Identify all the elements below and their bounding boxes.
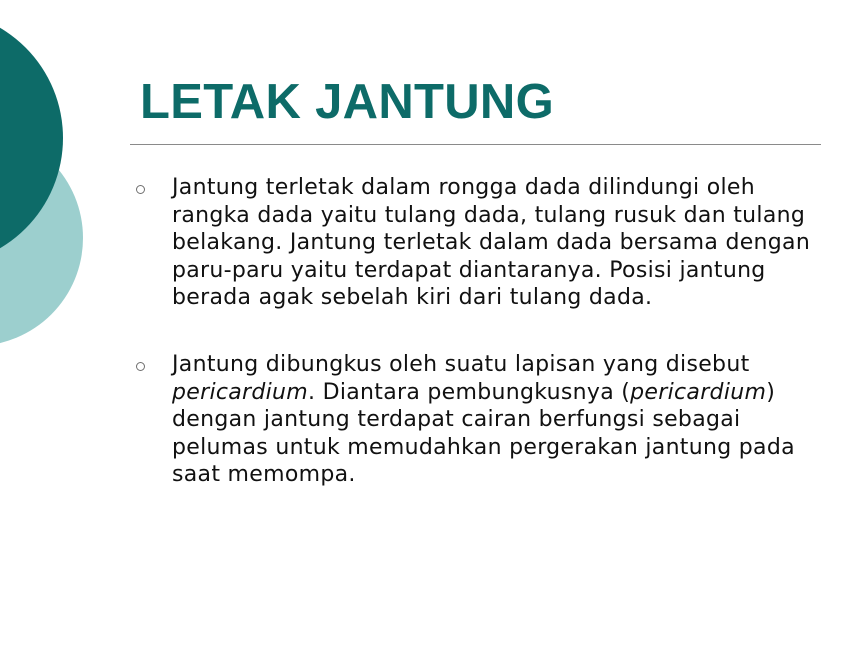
- italic-term: pericardium: [630, 379, 767, 405]
- hollow-circle-bullet-icon: [136, 185, 145, 194]
- bullet-item: [132, 351, 832, 489]
- bullet-list: [132, 174, 832, 489]
- bullet-text-segment: Jantung terletak dalam rongga dada dilindungi oleh rangka dada yaitu tulang dada, tulang rusuk dan tulang belakang. Jantung terletak dalam dada bersama dengan paru-paru yaitu terdapat diantaranya. Posisi jantung berada agak sebelah kiri dari tulang dada.: [172, 175, 818, 311]
- bullet-text: [172, 351, 832, 489]
- bullet-item: [132, 174, 832, 312]
- slide-title: LETAK JANTUNG: [140, 75, 555, 129]
- hollow-circle-bullet-icon: [136, 362, 145, 371]
- bullet-text-segment: Jantung dibungkus oleh suatu lapisan yang disebut: [172, 351, 757, 377]
- bullet-text-segment: . Diantara pembungkusnya (: [308, 379, 631, 405]
- bullet-text-segment: ) dengan jantung terdapat cairan berfungsi sebagai pelumas untuk memudahkan pergerakan jantung pada saat memompa.: [172, 379, 803, 488]
- title-divider: [130, 144, 821, 145]
- italic-term: pericardium: [172, 379, 309, 405]
- bullet-text: [172, 174, 832, 312]
